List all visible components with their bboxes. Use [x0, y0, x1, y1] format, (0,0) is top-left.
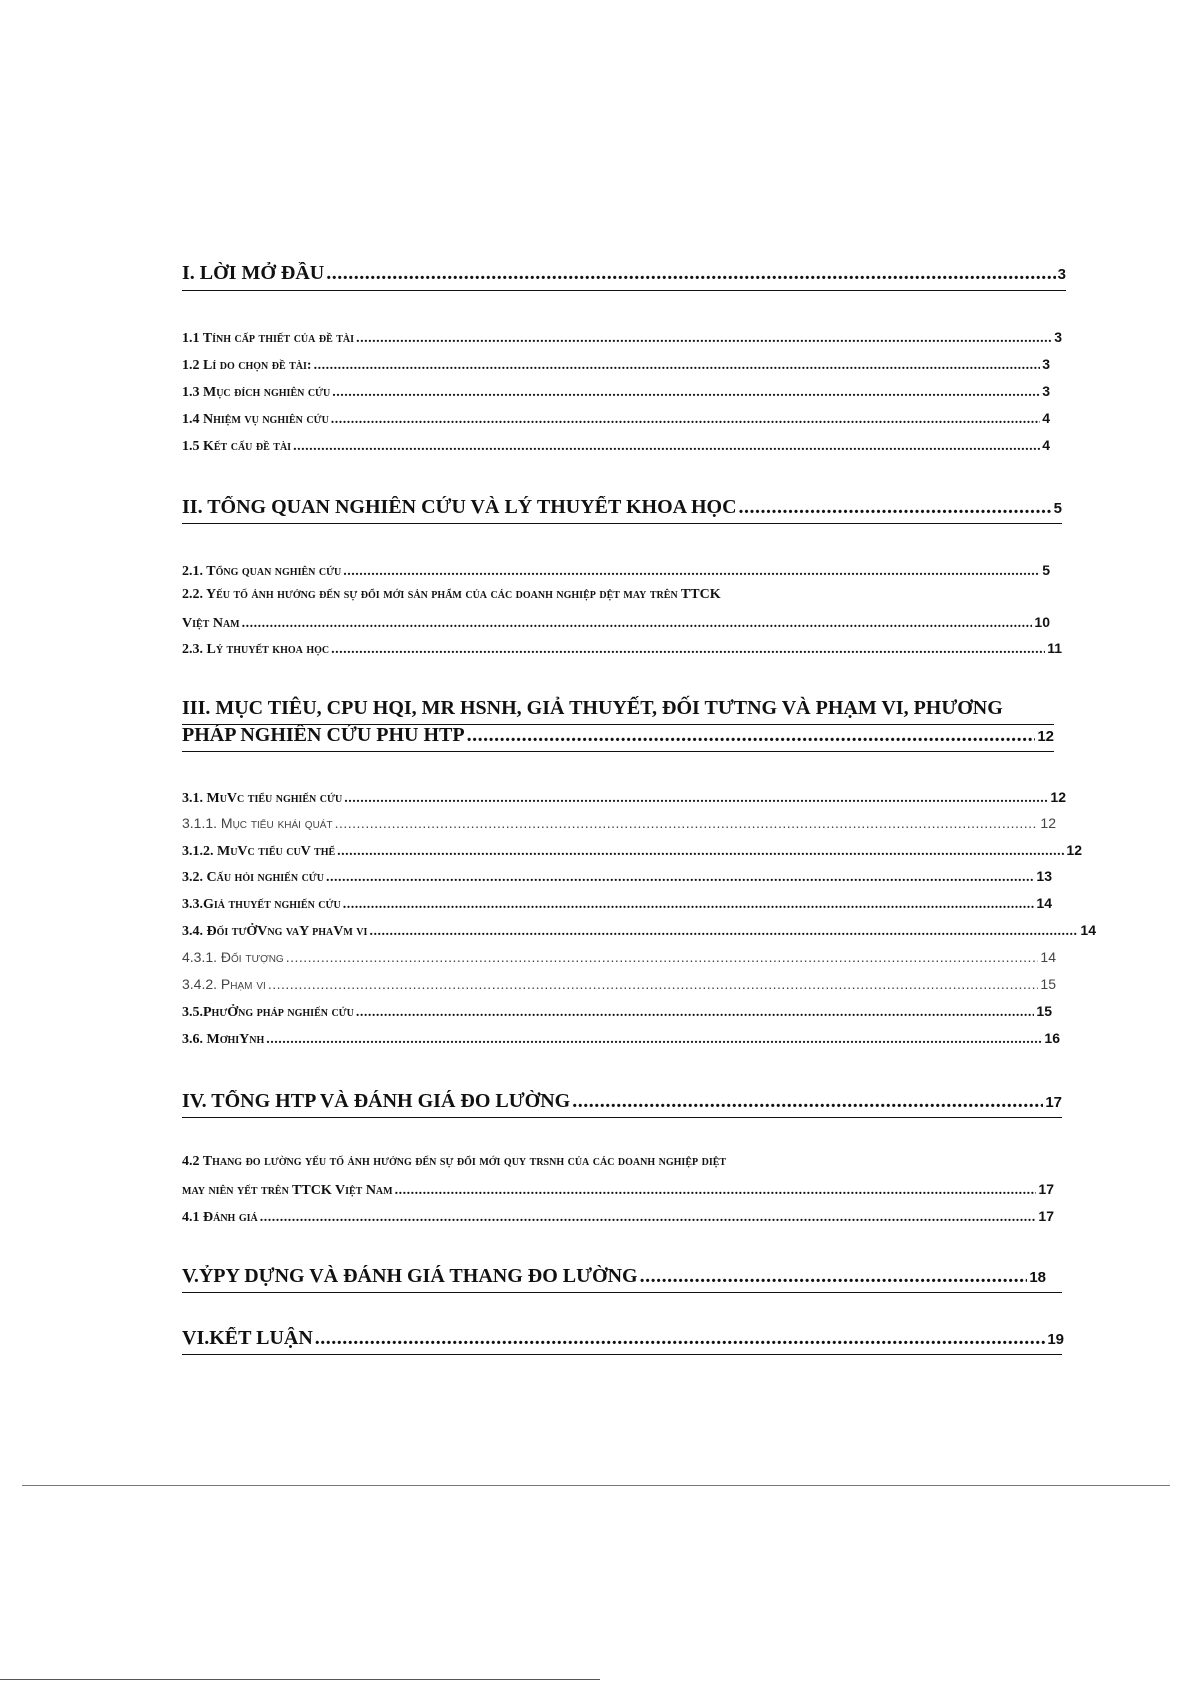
- page-bottom-edge: [0, 1679, 600, 1680]
- toc-entry-title: 1.4 Nhiệm vụ nghiên cứu: [182, 412, 329, 427]
- toc-entry-title: VI.KẾT LUẬN: [182, 1327, 313, 1349]
- dot-leader: [395, 1183, 1037, 1199]
- toc-page-number: 15: [1036, 1003, 1052, 1019]
- toc-entry-1-2[interactable]: [182, 356, 1050, 374]
- dot-leader: [369, 924, 1078, 940]
- dot-leader: [331, 642, 1045, 658]
- toc-page-number: 5: [1053, 500, 1062, 517]
- dot-leader: [286, 949, 1039, 965]
- toc-page-number: 17: [1045, 1094, 1062, 1111]
- heading-underline: [182, 1354, 1062, 1355]
- toc-page-number: 12: [1040, 815, 1056, 831]
- toc-entry-title: II. TỔNG QUAN NGHIÊN CỨU VÀ LÝ THUYẾT KHOA HỌC: [182, 496, 737, 518]
- toc-entry-title: 3.6. MơhiYnh: [182, 1032, 265, 1047]
- toc-entry-title: I. LỜI MỞ ĐẦU: [182, 262, 325, 284]
- toc-entry-3-6[interactable]: [182, 1030, 1060, 1048]
- heading-underline: [182, 724, 1054, 725]
- toc-page-number: 17: [1038, 1208, 1054, 1224]
- toc-entry-title: 2.1. Tổng quan nghiên cứu: [182, 564, 342, 579]
- toc-page-number: 12: [1066, 842, 1082, 858]
- toc-entry-title: 1.2 Lí do chọn đề tài:: [182, 358, 312, 373]
- toc-entry-title: Việt Nam: [182, 616, 240, 631]
- toc-page-number: 3: [1042, 383, 1050, 399]
- toc-entry-title: PHÁP NGHIÊN CỨU PHU HTP: [182, 724, 465, 746]
- dot-leader: [260, 1210, 1037, 1226]
- toc-entry-title: 3.4.2. Phạm vi: [182, 976, 266, 992]
- toc-entry-3-1[interactable]: [182, 789, 1066, 807]
- toc-page-number: 3: [1054, 329, 1062, 345]
- toc-entry-title: 3.1.2. MuVc tiểu cuV thể: [182, 844, 336, 859]
- toc-entry-3-5[interactable]: [182, 1003, 1052, 1021]
- toc-entry-title: 1.3 Mục đích nghiên cứu: [182, 385, 331, 400]
- toc-entry-title: 1.1 Tính cấp thiết của đề tài: [182, 331, 355, 346]
- page-divider: [22, 1485, 1170, 1486]
- toc-entry-title: 3.2. Cấu hỏi nghiến cứu: [182, 870, 324, 885]
- toc-entry-title: 4.1 Đánh giá: [182, 1210, 258, 1225]
- dot-leader: [467, 724, 1036, 747]
- toc-page-number: 12: [1050, 789, 1066, 805]
- toc-page-number: 17: [1038, 1181, 1054, 1197]
- toc-entry-chapter-1[interactable]: [182, 262, 1066, 285]
- dot-leader: [640, 1265, 1028, 1288]
- heading-underline: [182, 1117, 1062, 1118]
- toc-entry-1-1[interactable]: [182, 329, 1062, 347]
- toc-entry-title: V.ỶPY DỰNG VÀ ĐÁNH GIÁ THANG ĐO LƯỜNG: [182, 1265, 638, 1287]
- toc-page-number: 13: [1036, 868, 1052, 884]
- toc-page-number: 4: [1042, 410, 1050, 426]
- toc-entry-chapter-5[interactable]: [182, 1265, 1046, 1288]
- toc-entry-3-4-2[interactable]: [182, 976, 1056, 992]
- dot-leader: [344, 791, 1048, 807]
- dot-leader: [331, 412, 1040, 428]
- dot-leader: [314, 358, 1041, 374]
- toc-entry-title: 1.5 Kết cấu đề tài: [182, 439, 292, 454]
- dot-leader: [739, 496, 1052, 519]
- toc-page-number: 14: [1036, 895, 1052, 911]
- toc-page-number: 18: [1029, 1269, 1046, 1286]
- toc-entry-1-4[interactable]: [182, 410, 1050, 428]
- toc-entry-chapter-4[interactable]: [182, 1090, 1062, 1113]
- dot-leader: [293, 439, 1040, 455]
- toc-entry-title: 4.3.1. Đối tượng: [182, 949, 284, 965]
- toc-page-number: 12: [1037, 728, 1054, 745]
- dot-leader: [242, 616, 1033, 632]
- dot-leader: [572, 1090, 1043, 1113]
- toc-page-number: 14: [1040, 949, 1056, 965]
- toc-entry-4-3-1[interactable]: [182, 949, 1056, 965]
- toc-entry-3-1-1[interactable]: [182, 815, 1056, 831]
- toc-entry-1-5[interactable]: [182, 437, 1050, 455]
- toc-entry-title: 3.4. Đối tưỞVng vaY phaVm vi: [182, 924, 368, 939]
- dot-leader: [315, 1327, 1046, 1350]
- toc-entry-3-2[interactable]: [182, 868, 1052, 886]
- toc-entry-chapter-3-line1[interactable]: III. MỤC TIÊU, CPU HQI, MR HSNH, GIẢ THUYẾT, ĐỐI TƯTNG VÀ PHẠM VI, PHƯƠNG: [182, 697, 1003, 719]
- toc-entry-chapter-6[interactable]: [182, 1327, 1064, 1350]
- toc-page-number: 3: [1042, 356, 1050, 372]
- toc-entry-2-3[interactable]: [182, 640, 1062, 658]
- toc-entry-title: 3.1.1. Mục tiểu khái quát: [182, 815, 333, 831]
- toc-entry-chapter-2[interactable]: [182, 496, 1062, 519]
- toc-entry-3-3[interactable]: [182, 895, 1052, 913]
- toc-entry-2-2-line1[interactable]: 2.2. Yếu tố ảnh hưởng đến sự đổi mới sản phẩm của các doanh nghiệp dệt may trên TTCK: [182, 587, 721, 602]
- toc-entry-title: 3.3.Giả thuyết nghiến cứu: [182, 897, 341, 912]
- toc-entry-title: IV. TỔNG HTP VÀ ĐÁNH GIÁ ĐO LƯỜNG: [182, 1090, 571, 1112]
- toc-entry-title: 3.5.PhưỞng pháp nghiến cứu: [182, 1005, 354, 1020]
- toc-entry-4-2[interactable]: [182, 1181, 1054, 1199]
- dot-leader: [343, 897, 1035, 913]
- toc-page-number: 3: [1057, 266, 1066, 283]
- heading-underline: [182, 1292, 1062, 1293]
- dot-leader: [356, 331, 1052, 347]
- dot-leader: [335, 815, 1039, 831]
- toc-page-number: 11: [1047, 640, 1062, 656]
- toc-entry-chapter-3[interactable]: [182, 724, 1054, 747]
- dot-leader: [326, 870, 1034, 886]
- toc-entry-4-1[interactable]: [182, 1208, 1054, 1226]
- toc-entry-3-1-2[interactable]: [182, 842, 1082, 860]
- toc-entry-title: 3.1. MuVc tiểu nghiến cứu: [182, 791, 343, 806]
- toc-page-number: 15: [1040, 976, 1056, 992]
- dot-leader: [266, 1032, 1042, 1048]
- toc-entry-2-1[interactable]: [182, 562, 1050, 580]
- heading-underline: [182, 751, 1054, 752]
- heading-underline: [182, 523, 1062, 524]
- toc-page-number: 14: [1080, 922, 1096, 938]
- toc-entry-4-2-line1[interactable]: 4.2 Thang đo lường yếu tố ảnh hưởng đến sự đổi mới quy trsnh của các doanh nghiệp diệt: [182, 1154, 727, 1169]
- dot-leader: [326, 262, 1055, 285]
- toc-page-number: 5: [1042, 562, 1050, 578]
- toc-entry-title: may niên yết trên TTCK Việt Nam: [182, 1183, 393, 1198]
- toc-page-number: 16: [1044, 1030, 1060, 1046]
- toc-page-number: 19: [1047, 1331, 1064, 1348]
- dot-leader: [356, 1005, 1035, 1021]
- toc-entry-2-2[interactable]: [182, 614, 1050, 632]
- dot-leader: [332, 385, 1040, 401]
- toc-entry-3-4[interactable]: [182, 922, 1096, 940]
- heading-underline: [182, 290, 1066, 291]
- toc-page-number: 4: [1042, 437, 1050, 453]
- toc-entry-1-3[interactable]: [182, 383, 1050, 401]
- dot-leader: [337, 844, 1064, 860]
- dot-leader: [343, 564, 1040, 580]
- toc-entry-title: 2.3. Lý thuyết khoa học: [182, 642, 330, 657]
- dot-leader: [268, 976, 1039, 992]
- toc-page-number: 10: [1034, 614, 1050, 630]
